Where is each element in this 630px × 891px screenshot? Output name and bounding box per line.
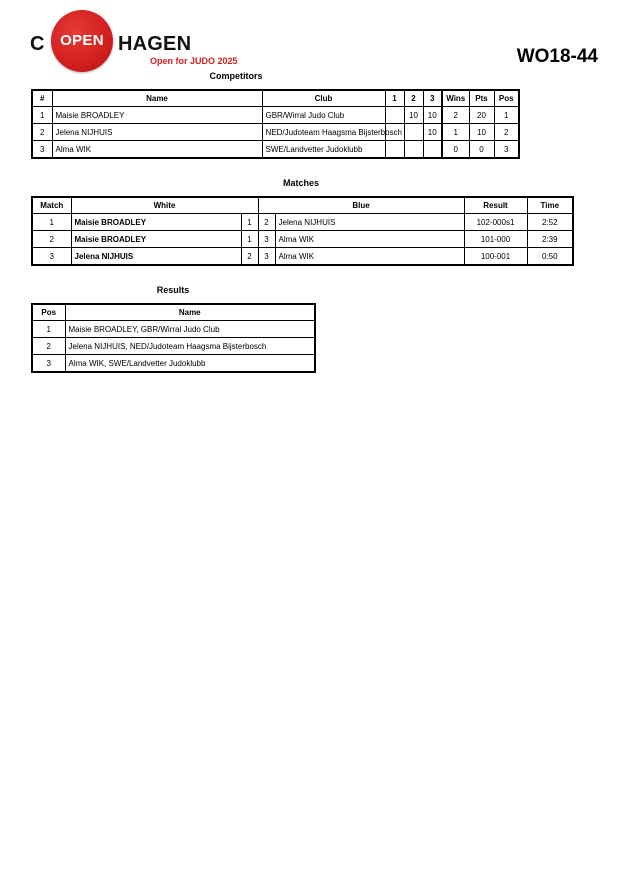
match-time: 2:52 (527, 214, 573, 231)
result-position: 3 (32, 355, 65, 373)
col-header: White (71, 197, 258, 214)
logo-open-text: OPEN (60, 32, 104, 49)
wins-cell: 1 (442, 124, 469, 141)
competitor-number: 3 (32, 141, 52, 159)
white-competitor-number: 1 (241, 231, 258, 248)
competitor-name: Jelena NIJHUIS (52, 124, 262, 141)
result-name: Alma WIK, SWE/Landvetter Judoklubb (65, 355, 315, 373)
wins-cell: 2 (442, 107, 469, 124)
logo-letter-c: C (30, 33, 45, 55)
result-name: Jelena NIJHUIS, NED/Judoteam Haagsma Bijsterbosch (65, 338, 315, 355)
blue-competitor-number: 3 (258, 248, 275, 266)
competitor-club: GBR/Wirral Judo Club (262, 107, 385, 124)
result-name: Maisie BROADLEY, GBR/Wirral Judo Club (65, 321, 315, 338)
col-header: Wins (442, 90, 469, 107)
blue-competitor: Alma WIK (275, 248, 464, 266)
match-time: 2:39 (527, 231, 573, 248)
points-cell: 20 (469, 107, 494, 124)
table-row (32, 141, 519, 159)
col-header: Name (65, 304, 315, 321)
logo-hagen-text: HAGEN (118, 33, 192, 55)
white-competitor: Maisie BROADLEY (71, 231, 241, 248)
competitors-title: Competitors (209, 71, 263, 81)
competitor-name: Alma WIK (52, 141, 262, 159)
col-header: Match (32, 197, 71, 214)
competitor-number: 2 (32, 124, 52, 141)
white-competitor: Maisie BROADLEY (71, 214, 241, 231)
points-cell: 0 (469, 141, 494, 159)
copenhagen-logo (30, 8, 260, 74)
competitors-header-row (32, 90, 519, 107)
competitor-number: 1 (32, 107, 52, 124)
table-row (32, 231, 573, 248)
col-header: Name (52, 90, 262, 107)
white-competitor-number: 1 (241, 214, 258, 231)
score-cell (385, 107, 404, 124)
match-result: 100-001 (464, 248, 527, 266)
wins-cell: 0 (442, 141, 469, 159)
table-row (32, 107, 519, 124)
match-result: 102-000s1 (464, 214, 527, 231)
results-table (31, 303, 316, 373)
score-cell (404, 124, 423, 141)
blue-competitor-number: 3 (258, 231, 275, 248)
table-row (32, 338, 315, 355)
matches-header-row (32, 197, 573, 214)
match-result: 101-000 (464, 231, 527, 248)
position-cell: 3 (494, 141, 519, 159)
logo-subtitle: Open for JUDO 2025 (150, 56, 238, 66)
col-header: 1 (385, 90, 404, 107)
score-cell (423, 141, 442, 159)
competitor-club: SWE/Landvetter Judoklubb (262, 141, 385, 159)
col-header: # (32, 90, 52, 107)
match-number: 1 (32, 214, 71, 231)
competitor-name: Maisie BROADLEY (52, 107, 262, 124)
blue-competitor: Alma WIK (275, 231, 464, 248)
results-title: Results (156, 285, 190, 295)
match-number: 3 (32, 248, 71, 266)
col-header: Pos (32, 304, 65, 321)
points-cell: 10 (469, 124, 494, 141)
position-cell: 2 (494, 124, 519, 141)
table-row (32, 321, 315, 338)
score-cell (385, 141, 404, 159)
white-competitor: Jelena NIJHUIS (71, 248, 241, 266)
match-number: 2 (32, 231, 71, 248)
col-header: Pos (494, 90, 519, 107)
category-code: WO18-44 (516, 46, 598, 67)
matches-title: Matches (282, 178, 319, 188)
col-header: Blue (258, 197, 464, 214)
col-header: Result (464, 197, 527, 214)
competitors-table (31, 89, 520, 159)
table-row (32, 124, 519, 141)
table-row (32, 248, 573, 266)
result-position: 1 (32, 321, 65, 338)
score-cell: 10 (404, 107, 423, 124)
blue-competitor: Jelena NIJHUIS (275, 214, 464, 231)
competitor-club: NED/Judoteam Haagsma Bijsterbosch (262, 124, 385, 141)
col-header: Pts (469, 90, 494, 107)
score-cell: 10 (423, 124, 442, 141)
matches-table (31, 196, 574, 266)
results-header-row (32, 304, 315, 321)
table-row (32, 214, 573, 231)
col-header: Club (262, 90, 385, 107)
col-header: 3 (423, 90, 442, 107)
score-cell: 10 (423, 107, 442, 124)
table-row (32, 355, 315, 373)
blue-competitor-number: 2 (258, 214, 275, 231)
position-cell: 1 (494, 107, 519, 124)
score-cell (404, 141, 423, 159)
white-competitor-number: 2 (241, 248, 258, 266)
col-header: 2 (404, 90, 423, 107)
col-header: Time (527, 197, 573, 214)
match-time: 0:50 (527, 248, 573, 266)
result-position: 2 (32, 338, 65, 355)
